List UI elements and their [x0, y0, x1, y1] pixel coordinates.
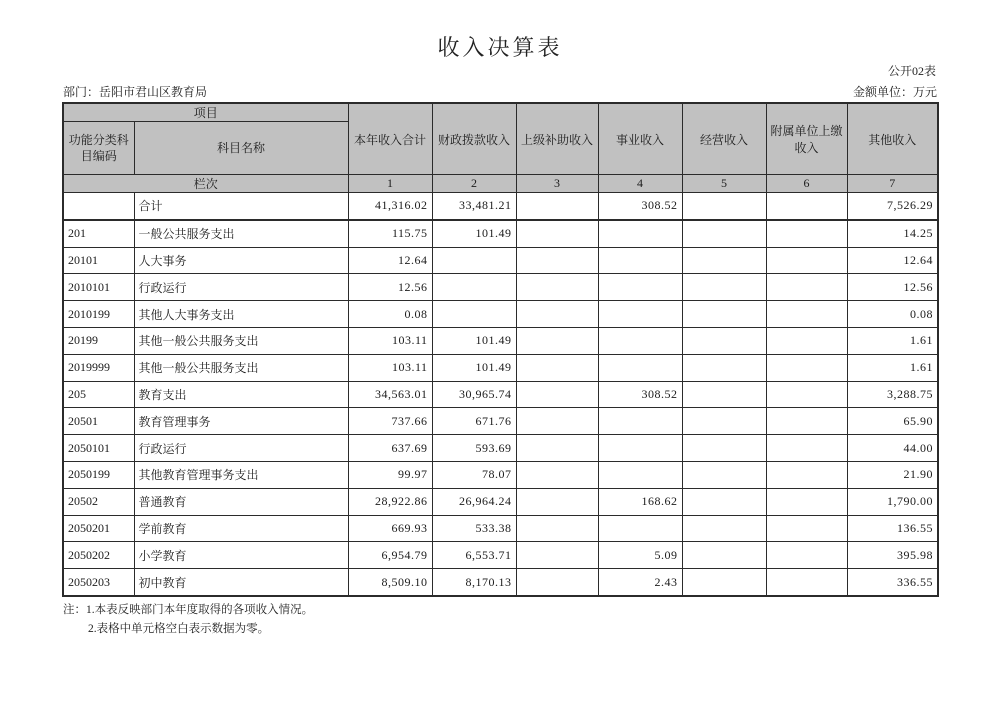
cell-function-code: 201 — [63, 220, 134, 247]
cell-value — [682, 515, 766, 542]
cell-value: 41,316.02 — [348, 193, 432, 220]
header-col-number: 5 — [682, 175, 766, 193]
cell-value — [516, 220, 598, 247]
unit-label: 金额单位：万元 — [852, 85, 937, 99]
cell-value — [516, 461, 598, 488]
table-body — [63, 193, 938, 596]
cell-value — [682, 488, 766, 515]
cell-value — [766, 327, 847, 354]
cell-subject-name: 一般公共服务支出 — [134, 220, 348, 247]
cell-function-code: 20101 — [63, 247, 134, 274]
cell-value: 7,526.29 — [847, 193, 938, 220]
cell-value — [516, 274, 598, 301]
cell-value — [682, 327, 766, 354]
table-row — [63, 220, 938, 247]
cell-value: 30,965.74 — [432, 381, 516, 408]
cell-function-code: 2010199 — [63, 301, 134, 328]
header-col-current-year-total: 本年收入合计 — [348, 103, 432, 175]
cell-value: 669.93 — [348, 515, 432, 542]
table-row — [63, 274, 938, 301]
cell-value: 101.49 — [432, 354, 516, 381]
cell-value: 6,553.71 — [432, 542, 516, 569]
cell-value: 1,790.00 — [847, 488, 938, 515]
cell-subject-name: 普通教育 — [134, 488, 348, 515]
header-row-label: 栏次 — [63, 175, 348, 193]
cell-value — [516, 435, 598, 462]
cell-value — [682, 220, 766, 247]
cell-subject-name: 其他人大事务支出 — [134, 301, 348, 328]
cell-value: 26,964.24 — [432, 488, 516, 515]
cell-value — [766, 408, 847, 435]
table-row — [63, 327, 938, 354]
cell-value — [682, 274, 766, 301]
cell-value — [682, 435, 766, 462]
header-row-column-index — [63, 175, 938, 193]
header-col-number: 2 — [432, 175, 516, 193]
table-row — [63, 542, 938, 569]
cell-function-code — [63, 193, 134, 220]
cell-value: 33,481.21 — [432, 193, 516, 220]
cell-value — [682, 461, 766, 488]
table-row — [63, 435, 938, 462]
header-col-number: 6 — [766, 175, 847, 193]
cell-subject-name: 教育支出 — [134, 381, 348, 408]
header-col-business-income: 经营收入 — [682, 103, 766, 175]
cell-value: 136.55 — [847, 515, 938, 542]
cell-value: 12.56 — [348, 274, 432, 301]
cell-value: 101.49 — [432, 220, 516, 247]
cell-function-code: 205 — [63, 381, 134, 408]
cell-value — [516, 488, 598, 515]
cell-value — [766, 301, 847, 328]
cell-value — [682, 381, 766, 408]
cell-subject-name: 合计 — [134, 193, 348, 220]
cell-value: 637.69 — [348, 435, 432, 462]
cell-value — [766, 542, 847, 569]
cell-value — [682, 408, 766, 435]
cell-value — [766, 274, 847, 301]
cell-value — [766, 220, 847, 247]
cell-value: 1.61 — [847, 327, 938, 354]
cell-subject-name: 人大事务 — [134, 247, 348, 274]
cell-function-code: 2050202 — [63, 542, 134, 569]
cell-value — [432, 247, 516, 274]
cell-value: 1.61 — [847, 354, 938, 381]
table-row — [63, 354, 938, 381]
cell-value — [598, 515, 682, 542]
cell-value — [766, 381, 847, 408]
footnote-2: 2.表格中单元格空白表示数据为零。 — [88, 623, 270, 635]
department-label: 部门：岳阳市君山区教育局 — [63, 85, 208, 99]
cell-subject-name: 其他教育管理事务支出 — [134, 461, 348, 488]
cell-value — [516, 354, 598, 381]
cell-value: 0.08 — [348, 301, 432, 328]
cell-value — [598, 301, 682, 328]
cell-value — [682, 569, 766, 596]
cell-value — [682, 542, 766, 569]
cell-value — [516, 515, 598, 542]
cell-value — [766, 461, 847, 488]
cell-value: 0.08 — [847, 301, 938, 328]
cell-value — [516, 193, 598, 220]
cell-function-code: 20199 — [63, 327, 134, 354]
cell-value: 737.66 — [348, 408, 432, 435]
cell-value — [432, 274, 516, 301]
cell-value — [682, 247, 766, 274]
header-subject-name: 科目名称 — [134, 122, 348, 175]
cell-value: 12.64 — [348, 247, 432, 274]
cell-function-code: 2050203 — [63, 569, 134, 596]
cell-subject-name: 学前教育 — [134, 515, 348, 542]
table-row — [63, 301, 938, 328]
cell-value — [598, 220, 682, 247]
cell-value — [516, 301, 598, 328]
cell-value: 533.38 — [432, 515, 516, 542]
cell-function-code: 2010101 — [63, 274, 134, 301]
header-col-affiliated-unit-payment: 附属单位上缴收入 — [766, 103, 847, 175]
cell-value — [516, 381, 598, 408]
cell-value — [766, 569, 847, 596]
cell-value — [766, 247, 847, 274]
cell-value: 2.43 — [598, 569, 682, 596]
cell-value — [598, 354, 682, 381]
cell-subject-name: 其他一般公共服务支出 — [134, 327, 348, 354]
header-project: 项目 — [63, 103, 348, 122]
cell-subject-name: 初中教育 — [134, 569, 348, 596]
cell-value: 99.97 — [348, 461, 432, 488]
cell-subject-name: 教育管理事务 — [134, 408, 348, 435]
cell-value: 103.11 — [348, 327, 432, 354]
cell-value: 308.52 — [598, 193, 682, 220]
cell-value: 3,288.75 — [847, 381, 938, 408]
table-row — [63, 461, 938, 488]
cell-subject-name: 小学教育 — [134, 542, 348, 569]
cell-function-code: 20502 — [63, 488, 134, 515]
cell-subject-name: 行政运行 — [134, 435, 348, 462]
cell-value: 12.64 — [847, 247, 938, 274]
cell-value — [682, 354, 766, 381]
header-col-fiscal-appropriation: 财政拨款收入 — [432, 103, 516, 175]
doc-code-label: 公开02表 — [887, 64, 936, 78]
cell-value: 12.56 — [847, 274, 938, 301]
table-row — [63, 569, 938, 596]
table-row — [63, 247, 938, 274]
cell-value: 21.90 — [847, 461, 938, 488]
cell-value: 6,954.79 — [348, 542, 432, 569]
income-statement-table — [62, 102, 939, 597]
cell-value: 44.00 — [847, 435, 938, 462]
header-col-number: 4 — [598, 175, 682, 193]
cell-value: 8,509.10 — [348, 569, 432, 596]
header-function-code: 功能分类科目编码 — [63, 122, 134, 175]
cell-value — [598, 435, 682, 462]
cell-value: 14.25 — [847, 220, 938, 247]
cell-subject-name: 行政运行 — [134, 274, 348, 301]
footnote-1: 注：1.本表反映部门本年度取得的各项收入情况。 — [63, 604, 314, 616]
header-col-number: 3 — [516, 175, 598, 193]
cell-value — [598, 274, 682, 301]
cell-value — [598, 247, 682, 274]
cell-value: 671.76 — [432, 408, 516, 435]
cell-value — [598, 408, 682, 435]
cell-value: 336.55 — [847, 569, 938, 596]
cell-value: 78.07 — [432, 461, 516, 488]
cell-value — [766, 488, 847, 515]
cell-value — [766, 354, 847, 381]
cell-value: 115.75 — [348, 220, 432, 247]
table-row — [63, 381, 938, 408]
header-col-superior-subsidy: 上级补助收入 — [516, 103, 598, 175]
cell-function-code: 2019999 — [63, 354, 134, 381]
header-col-operating-income: 事业收入 — [598, 103, 682, 175]
cell-value — [766, 435, 847, 462]
cell-value: 5.09 — [598, 542, 682, 569]
cell-subject-name: 其他一般公共服务支出 — [134, 354, 348, 381]
table-row — [63, 408, 938, 435]
cell-value: 65.90 — [847, 408, 938, 435]
cell-value: 103.11 — [348, 354, 432, 381]
cell-value — [766, 193, 847, 220]
cell-value: 168.62 — [598, 488, 682, 515]
table-row — [63, 193, 938, 220]
header-col-number: 1 — [348, 175, 432, 193]
cell-value — [516, 247, 598, 274]
cell-value — [516, 542, 598, 569]
page-title: 收入决算表 — [437, 35, 563, 60]
cell-value: 101.49 — [432, 327, 516, 354]
cell-value: 395.98 — [847, 542, 938, 569]
cell-value — [598, 327, 682, 354]
cell-value: 308.52 — [598, 381, 682, 408]
footnotes — [63, 601, 313, 639]
table-row — [63, 488, 938, 515]
cell-value — [516, 408, 598, 435]
cell-value: 8,170.13 — [432, 569, 516, 596]
table-row — [63, 515, 938, 542]
cell-function-code: 2050199 — [63, 461, 134, 488]
header-col-other-income: 其他收入 — [847, 103, 938, 175]
cell-value: 593.69 — [432, 435, 516, 462]
cell-value: 34,563.01 — [348, 381, 432, 408]
cell-value: 28,922.86 — [348, 488, 432, 515]
cell-value — [516, 569, 598, 596]
header-row-project — [63, 103, 938, 122]
cell-function-code: 2050201 — [63, 515, 134, 542]
cell-value — [766, 515, 847, 542]
cell-value — [598, 461, 682, 488]
cell-value — [516, 327, 598, 354]
cell-function-code: 2050101 — [63, 435, 134, 462]
cell-value — [682, 301, 766, 328]
cell-value — [682, 193, 766, 220]
meta-bar — [63, 83, 937, 100]
cell-function-code: 20501 — [63, 408, 134, 435]
cell-value — [432, 301, 516, 328]
header-col-number: 7 — [847, 175, 938, 193]
